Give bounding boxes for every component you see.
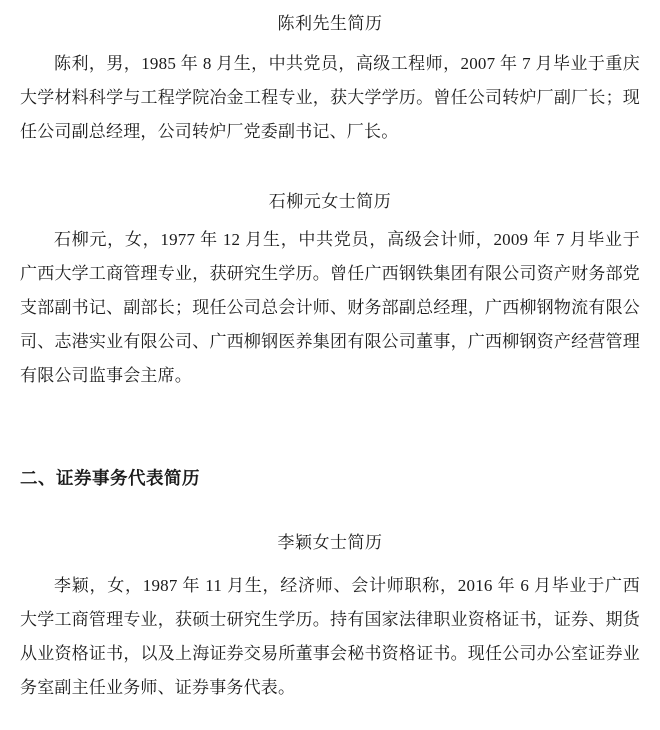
bio-paragraph-chen-li: 陈利，男，1985 年 8 月生，中共党员，高级工程师，2007 年 7 月毕业于重庆大学材料科学与工程学院冶金工程专业，获大学学历。曾任公司转炉厂副厂长；现任公司副总经理，公司转炉厂党委副书记、厂长。	[20, 54, 640, 141]
bio-title-shi-liuyuan: 石柳元女士简历	[268, 192, 392, 211]
section-heading-securities-representative: 二、证券事务代表简历	[20, 468, 200, 488]
bio-title-chen-li: 陈利先生简历	[277, 14, 383, 33]
bio-title-li-ying: 李颖女士简历	[277, 533, 383, 552]
bio-paragraph-shi-liuyuan: 石柳元，女，1977 年 12 月生，中共党员，高级会计师，2009 年 7 月毕业于广西大学工商管理专业，获研究生学历。曾任广西钢铁集团有限公司资产财务部党支部副书记、副部长；现任公司总会计师、财务部副总经理，广西柳钢物流有限公司、志港实业有限公司、广西柳钢医养集团有限公司董事，广西柳钢资产经营管理有限公司监事会主席。	[20, 230, 640, 385]
bio-paragraph-li-ying: 李颖，女，1987 年 11 月生，经济师、会计师职称，2016 年 6 月毕业于广西大学工商管理专业，获硕士研究生学历。持有国家法律职业资格证书，证券、期货从业资格证书，以及上海证券交易所董事会秘书资格证书。现任公司办公室证券业务室副主任业务师、证券事务代表。	[20, 576, 640, 697]
